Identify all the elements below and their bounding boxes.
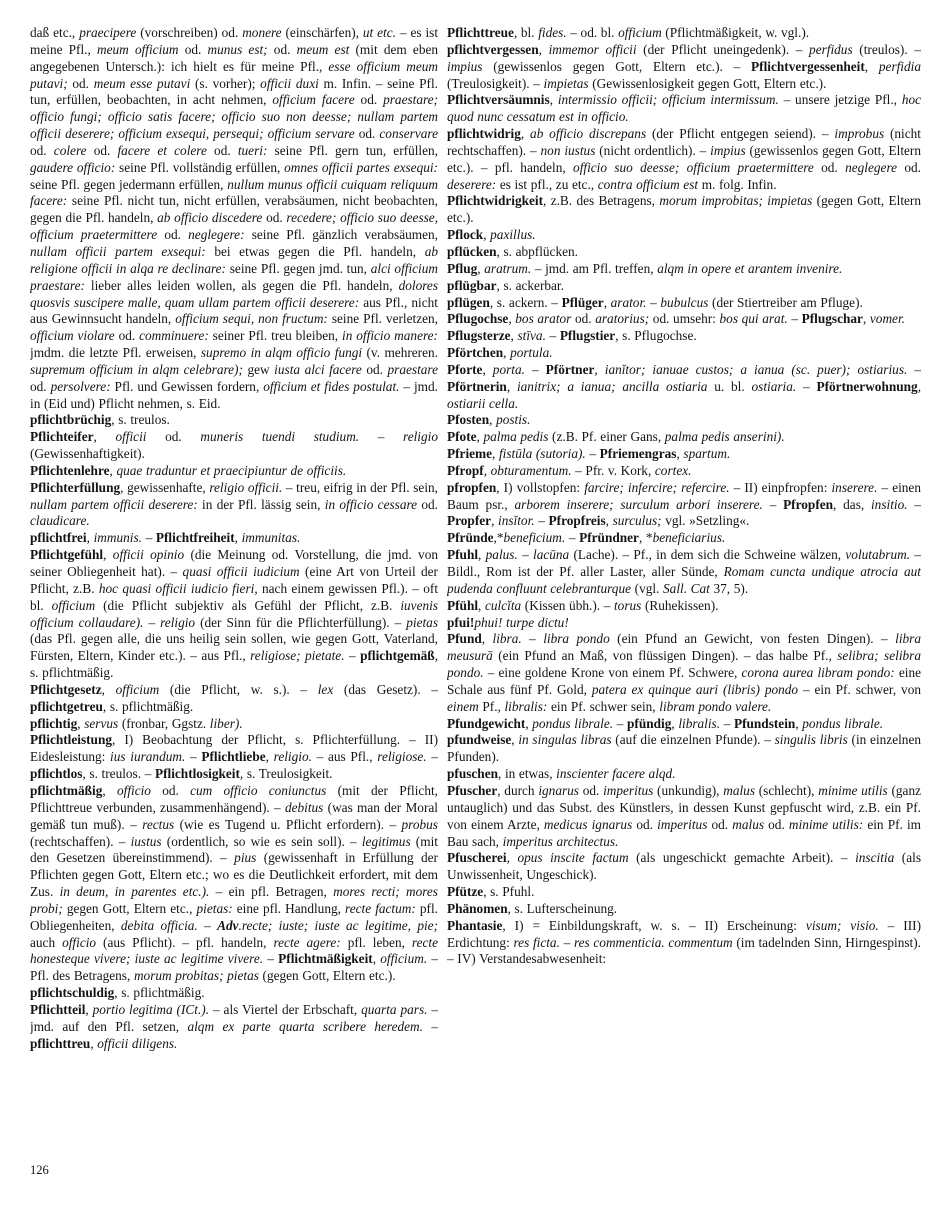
- dictionary-entry: pflichtig, servus (fronbar, Ggstz. liber).: [30, 715, 243, 731]
- dictionary-entry: pflichtwidrig, ab officio discrepans (der Pflicht entgegen seiend). – improbus (nicht rechtschaffen). – non iustus (nicht ordentlich). – impius (gewissenlos gegen Gott, Eltern etc.). – pfl. handeln, officio suo deesse; officium praetermittere od. neglegere od. deserere: es ist pfl., zu etc., contra officium est m. folg. Infin.: [447, 126, 921, 192]
- dictionary-entry: Pflichtenlehre, quae traduntur et praecipiuntur de officiis.: [30, 462, 347, 478]
- dictionary-entry: daß etc., praecipere (vorschreiben) od. monere (einschärfen), ut etc. – es ist meine Pfl., meum officium od. munus est; od. meum est (mit dem eben angegebenen Untersch.): ich hielt es für meine Pfl., esse officium meum putavi; od. meum esse putavi (s. vorher); officii duxi m. Infin. – seine Pfl. tun, erfüllen, beobachten, in acht nehmen, officium facere od. praestare; officio fungi; officio satis facere; officio suo non deesse; nullam partem officii deserere; officium exsequi, persequi; officium servare od. conservare od. colere od. facere et colere od. tueri: seine Pfl. gern tun, erfüllen, gaudere officio: seine Pfl. vollständig erfüllen, omnes officii partes exsequi: seine Pfl. gegen jedermann erfüllen, nullum munus officii cuiquam reliquum facere: seine Pfl. nicht tun, nicht erfüllen, verabsäumen, nicht beobachten, gegen die Pfl. handeln, ab officio discedere od. recedere; officio suo deesse, officium praetermittere od. neglegere: seine Pfl. gänzlich verabsäumen, nullam officii partem exsequi: bei etwas gegen die Pfl. handeln, ab religione officii in alqa re declinare: seine Pfl. gegen jmd. tun, alci officium praestare: lieber alles leiden wollen, als gegen die Pfl. handeln, dolores quosvis suscipere malle, quam ullam partem officii deserere: aus Pfl., nicht aus Gewinnsucht handeln, officium sequi, non fructum: seine Pfl. verletzen, officium violare od. comminuere: seiner Pfl. treu bleiben, in officio manere: jmdm. die letzte Pfl. erweisen, supremo in alqm officio fungi (v. mehreren. supremum officium in alqm celebrare); gew iusta alci facere od. praestare od. persolvere: Pfl. und Gewissen fordern, officium et fides postulat. – jmd. in (Eid und) Pflicht nehmen, s. Eid.: [30, 25, 438, 411]
- dictionary-entry: Pfütze, s. Pfuhl.: [447, 884, 535, 900]
- dictionary-entry: Pflug, aratrum. – jmd. am Pfl. treffen, alqm in opere et arantem invenire.: [447, 260, 843, 276]
- dictionary-entry: Pfote, palma pedis (z.B. Pf. einer Gans, palma pedis anserini).: [447, 429, 785, 445]
- dictionary-entry: pflücken, s. abpflücken.: [447, 243, 578, 259]
- dictionary-entry: Pfrieme, fistūla (sutoria). – Pfriemengras, spartum.: [447, 446, 731, 462]
- dictionary-entry: Pflichtversäumnis, intermissio officii; officium intermissum. – unsere jetzige Pfl., hoc quod nunc cessatum est in officio.: [447, 92, 921, 125]
- dictionary-entry: Phänomen, s. Lufterscheinung.: [447, 900, 618, 916]
- dictionary-entry: pfuschen, in etwas, inscienter facere alqd.: [447, 766, 676, 782]
- dictionary-entry: pflügbar, s. ackerbar.: [447, 277, 564, 293]
- dictionary-entry: Pförtchen, portula.: [447, 345, 553, 361]
- left-column: [30, 25, 438, 1153]
- dictionary-entry: Pfuscher, durch ignarus od. imperitus (unkundig), malus (schlecht), minime utilis (ganz untauglich) und das Subst. des Künstlers, in dessen Kunst gepfuscht wird, z.B. ein Pf. von einem Arzte, medicus ignarus od. imperitus od. malus od. minime utilis: ein Pf. im Bau sach, imperitus architectus.: [447, 782, 921, 849]
- dictionary-entry: Pforte, porta. – Pförtner, ianĭtor; ianuae custos; a ianua (sc. puer); ostiarius. – Pförtnerin, ianitrix; a ianua; ancilla ostiaria u. bl. ostiaria. – Pförtnerwohnung, ostiarii cella.: [447, 361, 921, 411]
- dictionary-entry: pflichtbrüchig, s. treulos.: [30, 412, 170, 428]
- dictionary-entry: Pfuscherei, opus inscite factum (als ungeschickt gemachte Arbeit). – inscitia (als Unwissenheit, Ungeschick).: [447, 850, 921, 883]
- dictionary-entry: Pflichttreue, bl. fides. – od. bl. officium (Pflichtmäßigkeit, w. vgl.).: [447, 25, 810, 40]
- dictionary-entry: Pflichtleistung, I) Beobachtung der Pflicht, s. Pflichterfüllung. – II) Eidesleistung: ius iurandum. – Pflichtliebe, religio. – aus Pfl., religiose. – pflichtlos, s. treulos. – Pflichtlosigkeit, s. Treulosigkeit.: [30, 732, 438, 782]
- dictionary-entry: Pfühl, culcĭta (Kissen übh.). – torus (Ruhekissen).: [447, 597, 719, 613]
- dictionary-entry: Pfuhl, palus. – lacūna (Lache). – Pf., in dem sich die Schweine wälzen, volutabrum. – Bildl., Rom ist der Pf. aller Laster, aller Sünde, Romam cuncta undique atrocia aut pudenda confluunt celebranturque (vgl. Sall. Cat 37, 5).: [447, 547, 921, 596]
- dictionary-entry: pflügen, s. ackern. – Pflüger, arator. – bubulcus (der Stiertreiber am Pfluge).: [447, 294, 863, 310]
- dictionary-entry: pflichtschuldig, s. pflichtmäßig.: [30, 985, 205, 1001]
- dictionary-entry: Pfund, libra. – libra pondo (ein Pfund an Gewicht, von festen Dingen). – libra meusurā (ein Pfund an Maß, von flüssigen Dingen). – das halbe Pf., selibra; selibra pondo. – eine goldene Krone von einem Pf. Schwere, corona aurea libram pondo: eine Schale aus fünf Pf. Gold, patera ex quinque auri (libris) pondo – ein Pf. schwer, von einem Pf., libralis: ein Pf. schwer sein, libram pondo valere.: [447, 631, 921, 714]
- dictionary-entry: Pflugsterze, stīva. – Pflugstier, s. Pflugochse.: [447, 328, 697, 344]
- dictionary-entry: Pflichtwidrigkeit, z.B. des Betragens, morum improbitas; impietas (gegen Gott, Eltern etc.).: [447, 193, 921, 226]
- dictionary-entry: Pflichtgefühl, officii opinio (die Meinung od. Vorstellung, die jmd. von seiner Obliegenheit hat). – quasi officii iudicium (eine Art von Urteil der Pflicht, z.B. hoc quasi officii iudicio fieri, nach einem gewissen Pfl.). – oft bl. officium (die Pflicht subjektiv als Gefühl der Pflicht, z.B. iuvenis officium collaudare). – religio (der Sinn für die Pflichterfüllung). – pietas (das Pfl. gegen alle, die uns heilig sein sollen, wie gegen Gott, Vaterland, Fürsten, Eltern, Kinder etc.). – aus Pfl., religiose; pietate. – pflichtgemäß, s. pflichtmäßig.: [30, 547, 438, 681]
- dictionary-entry: Phantasie, I) = Einbildungskraft, w. s. – II) Erscheinung: visum; visio. – III) Erdichtung: res ficta. – res commenticia. commentum (im tadelnden Sinn, Hirngespinst). – IV) Verstandesabwesenheit:: [447, 917, 921, 967]
- page-number: 126: [30, 1163, 49, 1177]
- dictionary-entry: Pflugochse, bos arator od. aratorius; od. umsehr: bos qui arat. – Pflugschar, vomer.: [447, 311, 905, 327]
- dictionary-entry: Pflichteifer, officii od. muneris tuendi studium. – religio (Gewissenhaftigkeit).: [30, 429, 438, 462]
- dictionary-entry: pflichtfrei, immunis. – Pflichtfreiheit, immunitas.: [30, 530, 301, 546]
- dictionary-entry: Pflichtgesetz, officium (die Pflicht, w. s.). – lex (das Gesetz). – pflichtgetreu, s. pflichtmäßig.: [30, 681, 438, 714]
- dictionary-entry: pflichtmäßig, officio od. cum officio coniunctus (mit der Pflicht, Pflichttreue verbunden, zusammenhängend). – debitus (was man der Moral gemäß tun muß). – rectus (wie es Tugend u. Pflicht erfordern). – probus (rechtschaffen). – iustus (ordentlich, so wie es sein soll). – legitimus (mit den Gesetzen übereinstimmend). – pius (gewissenhaft in Erfüllung der Pflichten gegen Gott, Eltern etc.; wo es die Deutlichkeit erfordert, mit dem Zus. in deum, in parentes etc.). – ein pfl. Betragen, mores recti; mores probi; gegen Gott, Eltern etc., pietas: eine pfl. Handlung, recte factum: pfl. Obliegenheiten, debita officia. – Adv.recte; iuste; iuste ac legitime, pie; auch officio (aus Pflicht). – pfl. handeln, recte agere: pfl. leben, recte honesteque vivere; iuste ac legitime vivere. – Pflichtmäßigkeit, officium. – Pfl. des Betragens, morum probitas; pietas (gegen Gott, Eltern etc.).: [30, 782, 438, 984]
- dictionary-entry: Pfropf, obturamentum. – Pfr. v. Kork, cortex.: [447, 462, 692, 478]
- dictionary-entry: Pfosten, postis.: [447, 412, 531, 428]
- dictionary-entry: Pflichtteil, portio legitima (ICt.). – als Viertel der Erbschaft, quarta pars. – jmd. auf den Pfl. setzen, alqm ex parte quarta scribere heredem. – pflichttreu, officii diligens.: [30, 1001, 438, 1051]
- dictionary-entry: pflichtvergessen, immemor officii (der Pflicht uneingedenk). – perfidus (treulos). – impius (gewissenlos gegen Gott, Eltern etc.). – Pflichtvergessenheit, perfidia (Treulosigkeit). – impietas (Gewissenlosigkeit gegen Gott, Eltern etc.).: [447, 41, 921, 91]
- right-column: [447, 25, 921, 1153]
- dictionary-entry: Pflichterfüllung, gewissenhafte, religio officii. – treu, eifrig in der Pfl. sein, nullam partem officii deserere: in der Pfl. lässig sein, in officio cessare od. claudicare.: [30, 479, 438, 529]
- dictionary-entry: pfui!phui! turpe dictu!: [447, 614, 569, 630]
- dictionary-entry: pfundweise, in singulas libras (auf die einzelnen Pfunde). – singulis libris (in einzelnen Pfunden).: [447, 732, 921, 765]
- dictionary-entry: Pfründe,*beneficium. – Pfründner, *beneficiarius.: [447, 530, 726, 546]
- dictionary-entry: Pflock, paxillus.: [447, 227, 536, 243]
- dictionary-entry: Pfundgewicht, pondus librale. – pfündig, libralis. – Pfundstein, pondus librale.: [447, 715, 884, 731]
- dictionary-entry: pfropfen, I) vollstopfen: farcire; infercire; refercire. – II) einpfropfen: inserere. – einen Baum psr., arborem inserere; surculum arbori inserere. – Pfropfen, das, insitio. – Propfer, insĭtor. – Pfropfreis, surculus; vgl. »Setzling«.: [447, 479, 921, 529]
